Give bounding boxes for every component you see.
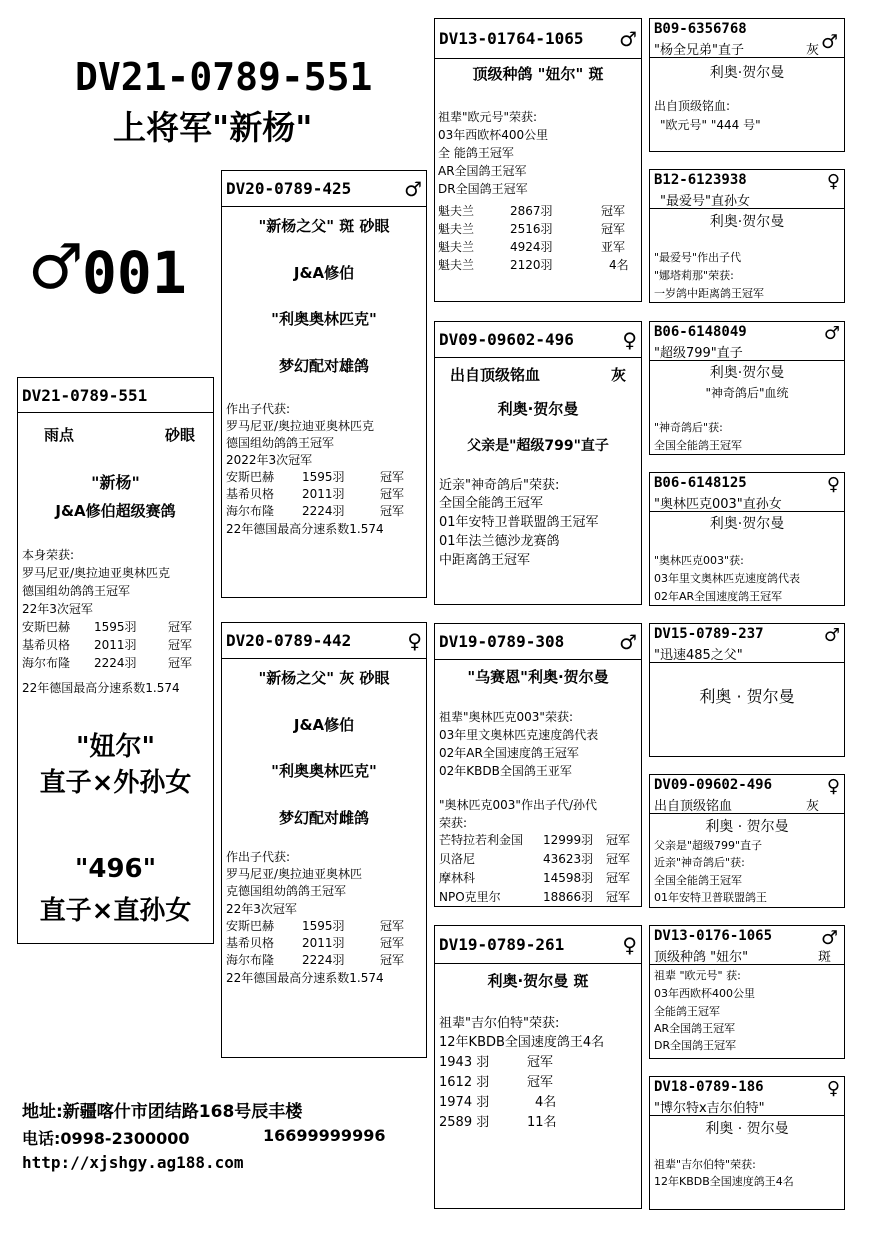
ggp-card-6 (649, 774, 845, 908)
main-bird-card (17, 377, 214, 944)
sire-offspring-title: 作出子代获: (226, 402, 291, 416)
g1-sub: "杨全兄弟"直子 (654, 43, 744, 58)
sd-honor: 全国全能鸽王冠军 (439, 496, 544, 511)
g6-l3: 全国全能鸽王冠军 (654, 874, 742, 887)
dd-win-result: 冠军 (527, 1055, 554, 1070)
dd-win-birds: 1974 羽 (439, 1095, 490, 1110)
sd-line1: 出自顶级铭血 (450, 366, 541, 384)
g5-strain: 利奥 · 贺尔曼 (699, 687, 795, 706)
g4-sub: "奥林匹克003"直孙女 (654, 497, 782, 512)
dd-title: 利奥·贺尔曼 斑 (487, 972, 589, 990)
sire-win-birds: 2011羽 (302, 487, 345, 501)
g8-divider (650, 1115, 844, 1116)
g1-l2: "欧元号" "444 号" (660, 118, 761, 132)
g7-color: 斑 (818, 950, 832, 965)
ss-win-place: 魁夫兰 (438, 258, 475, 272)
ds-win-result: 冠军 (606, 852, 631, 866)
dd-ring: DV19-0789-261 ♀ (435, 926, 641, 964)
female-icon: ♀ (407, 629, 422, 653)
dd-line: 12年KBDB全国速度鸽王4名 (439, 1035, 605, 1050)
sire-ring: DV20-0789-425 ♂ (222, 171, 426, 207)
dam-win-place: 安斯巴赫 (226, 919, 275, 933)
dam-offspring-title: 作出子代获: (226, 850, 291, 864)
ggp-card-2 (649, 169, 845, 303)
sire-win-place: 安斯巴赫 (226, 470, 275, 484)
g6-l4: 01年安特卫普联盟鸽王 (654, 891, 767, 904)
ds-ancestor: 祖辈"奥林匹克003"荣获: (439, 710, 573, 724)
main-win-birds: 1595羽 (94, 620, 137, 634)
sire-win-result: 冠军 (380, 504, 405, 518)
ss-win-place: 魁夫兰 (438, 240, 475, 254)
main-win-place: 海尔布隆 (22, 656, 71, 670)
dam-offspring: 克德国组幼鸽鸽王冠军 (226, 884, 347, 898)
g4-l2: 03年里文奥林匹克速度鸽代表 (654, 572, 800, 585)
ds-win-place: 贝洛尼 (439, 852, 476, 866)
g6-ring: DV09-09602-496 ♀ (654, 776, 840, 797)
g5-ring: DV15-0789-237 ♂ (654, 625, 840, 646)
g6-divider (650, 813, 844, 814)
ds-win-birds: 14598羽 (543, 871, 594, 885)
dd-win-birds: 2589 羽 (439, 1115, 490, 1130)
dam-name-line: "新杨之父" 灰 砂眼 (258, 669, 390, 687)
sire-desc: 梦幻配对雄鸽 (278, 357, 369, 375)
sd-honor: 01年安特卫普联盟鸽王冠军 (439, 515, 599, 530)
g7-l4: AR全国鸽王冠军 (654, 1022, 736, 1035)
ds-win-birds: 18866羽 (543, 890, 594, 904)
g4-l3: 02年AR全国速度鸽王冠军 (654, 590, 783, 603)
dam-breeder: J&A修伯 (293, 716, 355, 734)
dam-win-result: 冠军 (380, 936, 405, 950)
g6-l1: 父亲是"超级799"直子 (654, 839, 763, 852)
ss-win-result: 冠军 (601, 204, 626, 218)
g7-l5: DR全国鸽王冠军 (654, 1039, 737, 1052)
sire-offspring: 2022年3次冠军 (226, 453, 313, 467)
dam-win-result: 冠军 (380, 953, 405, 967)
g5-sub: "迅速485之父" (654, 648, 743, 663)
main-win-place: 安斯巴赫 (22, 620, 71, 634)
sire-win-birds: 1595羽 (302, 470, 345, 484)
male-icon: ♂ (619, 630, 637, 654)
g1-strain: 利奥·贺尔曼 (709, 65, 785, 81)
ggp-card-5 (649, 623, 845, 757)
g2-l1: "最爱号"作出子代 (654, 251, 742, 264)
female-icon: ♀ (622, 933, 637, 957)
g1-divider (650, 57, 844, 58)
ggp-card-8 (649, 1076, 845, 1210)
female-icon: ♀ (826, 171, 840, 192)
dam-line: "利奥奥林匹克" (271, 762, 377, 780)
g7-ring: DV13-0176-1065 (654, 928, 773, 944)
female-icon: ♀ (826, 776, 840, 797)
header-name: 上将军"新杨" (113, 108, 313, 147)
g2-l3: 一岁鸽中距离鸽王冠军 (654, 287, 764, 300)
ss-win-birds: 2120羽 (510, 258, 553, 272)
ss-win-result: 冠军 (601, 222, 626, 236)
dd-ancestor: 祖辈"吉尔伯特"荣获: (439, 1016, 560, 1031)
main-eye: 砂眼 (165, 426, 196, 444)
g3-ring: B06-6148049 ♂ (654, 323, 840, 344)
main-win-result: 冠军 (168, 638, 193, 652)
g2-strain: 利奥·贺尔曼 (709, 214, 785, 230)
main-ring: DV21-0789-551 (18, 378, 213, 413)
sire-sire-card (434, 18, 642, 302)
main-win-birds: 2011羽 (94, 638, 137, 652)
ds-offspring-title: "奥林匹克003"作出子代/孙代 (439, 798, 597, 812)
sire-win-place: 海尔布隆 (226, 504, 275, 518)
ds-offspring-sub: 荣获: (439, 816, 468, 830)
ds-title: "乌赛恩"利奥·贺尔曼 (467, 668, 609, 686)
dam-win-birds: 2011羽 (302, 936, 345, 950)
dd-win-birds: 1943 羽 (439, 1055, 490, 1070)
g2-ring: B12-6123938 ♀ (654, 171, 840, 192)
female-icon: ♀ (622, 328, 637, 352)
sd-honor: 01年法兰德沙龙赛鸽 (439, 534, 560, 549)
ds-win-place: 芒特拉若利金国 (439, 833, 524, 847)
ss-win-birds: 4924羽 (510, 240, 553, 254)
sire-breeder: J&A修伯 (293, 264, 355, 282)
ggp-card-7 (649, 925, 845, 1059)
g4-divider (650, 511, 844, 512)
g2-l2: "娜塔莉那"荣获: (654, 269, 734, 282)
sire-win-birds: 2224羽 (302, 504, 345, 518)
ss-win-birds: 2516羽 (510, 222, 553, 236)
g6-strain: 利奥 · 贺尔曼 (705, 819, 789, 835)
g1-ring: B09-6356768 (654, 21, 747, 37)
main-color: 雨点 (44, 426, 75, 444)
dam-win-result: 冠军 (380, 919, 405, 933)
cross1-name: "妞尔" (75, 732, 156, 762)
main-honors-title: 本身荣获: (22, 548, 75, 562)
ds-line: 03年里文奥林匹克速度鸽代表 (439, 728, 599, 742)
ds-line: 02年AR全国速度鸽王冠军 (439, 746, 579, 760)
sire-line: "利奥奥林匹克" (271, 310, 377, 328)
g6-sub: 出自顶级铭血 (654, 799, 733, 814)
dam-ring: DV20-0789-442 ♀ (222, 623, 426, 659)
dam-offspring: 罗马尼亚/奥拉迪亚奥林匹 (226, 867, 363, 881)
main-coeff: 22年德国最高分速系数1.574 (22, 681, 180, 695)
sire-coeff: 22年德国最高分速系数1.574 (226, 522, 384, 536)
main-subtitle: J&A修伯超级赛鸽 (55, 502, 176, 520)
ss-line: 全 能鸽王冠军 (438, 146, 514, 160)
g4-strain: 利奥·贺尔曼 (709, 516, 785, 532)
g8-l1: 祖辈"吉尔伯特"荣获: (654, 1158, 756, 1171)
g2-sub: "最爱号"直孙女 (660, 194, 750, 209)
sire-win-result: 冠军 (380, 487, 405, 501)
ds-ring: DV19-0789-308 ♂ (435, 624, 641, 660)
g3-divider (650, 360, 844, 361)
ds-win-result: 冠军 (606, 871, 631, 885)
phone: 电话:0998-2300000 (22, 1129, 190, 1148)
dam-offspring: 22年3次冠军 (226, 902, 297, 916)
male-symbol-icon: ♂ (28, 230, 84, 303)
male-icon: ♂ (821, 927, 839, 949)
pigeon-number: 001 (82, 239, 187, 307)
sire-offspring: 罗马尼亚/奥拉迪亚奥林匹克 (226, 419, 375, 433)
cross2-relation: 直子×直孙女 (39, 896, 192, 926)
dam-coeff: 22年德国最高分速系数1.574 (226, 971, 384, 985)
g2-divider (650, 208, 844, 209)
ggp-card-1 (649, 18, 845, 152)
g8-ring: DV18-0789-186 ♀ (654, 1078, 840, 1099)
dd-win-result: 4名 (535, 1095, 557, 1110)
sd-honors-title: 近亲"神奇鸽后"荣获: (439, 478, 560, 493)
ss-line: 03年西欧杯400公里 (438, 128, 549, 142)
sire-win-place: 基希贝格 (226, 487, 275, 501)
female-icon: ♀ (826, 1078, 840, 1099)
female-icon: ♀ (826, 474, 840, 495)
g7-divider (650, 964, 844, 965)
ss-win-place: 魁夫兰 (438, 222, 475, 236)
sd-line2: 利奥·贺尔曼 (497, 400, 579, 418)
male-icon: ♂ (821, 31, 839, 53)
ds-win-birds: 43623羽 (543, 852, 594, 866)
g1-l1: 出自顶级铭血: (654, 99, 731, 113)
g4-ring: B06-6148125 ♀ (654, 474, 840, 495)
header-ring: DV21-0789-551 (75, 55, 373, 99)
g3-l3: 全国全能鸽王冠军 (654, 439, 742, 452)
ds-line: 02年KBDB全国鸽王亚军 (439, 764, 572, 778)
ss-line: DR全国鸽王冠军 (438, 182, 528, 196)
dam-desc: 梦幻配对雌鸽 (278, 809, 369, 827)
sire-win-result: 冠军 (380, 470, 405, 484)
dam-win-birds: 1595羽 (302, 919, 345, 933)
dam-card (221, 622, 427, 1058)
male-icon: ♂ (404, 177, 422, 201)
male-icon: ♂ (619, 27, 637, 51)
ss-win-birds: 2867羽 (510, 204, 553, 218)
dam-win-birds: 2224羽 (302, 953, 345, 967)
g3-l2: "神奇鸽后"获: (654, 421, 723, 434)
ds-win-place: 摩林科 (439, 871, 476, 885)
sire-offspring: 德国组幼鸽鸽王冠军 (226, 436, 335, 450)
dd-win-result: 11名 (527, 1115, 557, 1130)
g6-l2: 近亲"神奇鸽后"获: (654, 856, 745, 869)
ds-win-place: NPO克里尔 (439, 890, 501, 904)
ss-win-place: 魁夫兰 (438, 204, 475, 218)
dam-win-place: 基希贝格 (226, 936, 275, 950)
dd-win-birds: 1612 羽 (439, 1075, 490, 1090)
g4-l1: "奥林匹克003"获: (654, 554, 744, 567)
ds-win-birds: 12999羽 (543, 833, 594, 847)
sd-honor: 中距离鸽王冠军 (439, 553, 531, 568)
ds-win-result: 冠军 (606, 833, 631, 847)
male-icon: ♂ (823, 625, 840, 646)
ss-title: 顶级种鸽 "妞尔" 斑 (472, 65, 604, 83)
main-name: "新杨" (91, 473, 140, 492)
main-win-result: 冠军 (168, 620, 193, 634)
g3-strain: 利奥·贺尔曼 (709, 365, 785, 381)
g7-l1: 祖辈 "欧元号" 获: (654, 969, 741, 982)
g3-l1: "神奇鸽后"血统 (705, 386, 789, 400)
dam-sire-card (434, 623, 642, 907)
cross1-relation: 直子×外孙女 (39, 768, 192, 798)
g7-sub: 顶级种鸽 "妞尔" (654, 950, 749, 965)
website-link[interactable]: http://xjshgy.ag188.com (22, 1153, 244, 1172)
ggp-card-3 (649, 321, 845, 455)
dam-win-place: 海尔布隆 (226, 953, 275, 967)
sire-dam-card (434, 321, 642, 605)
main-honor: 德国组幼鸽鸽王冠军 (22, 584, 131, 598)
ss-ancestor: 祖辈"欧元号"荣获: (438, 110, 538, 124)
main-honor: 22年3次冠军 (22, 602, 93, 616)
mobile: 16699999996 (263, 1126, 386, 1145)
g6-color: 灰 (806, 799, 820, 814)
g3-sub: "超级799"直子 (654, 346, 743, 361)
ds-win-result: 冠军 (606, 890, 631, 904)
g8-strain: 利奥 · 贺尔曼 (705, 1121, 789, 1137)
ss-line: AR全国鸽王冠军 (438, 164, 527, 178)
sire-card (221, 170, 427, 598)
male-icon: ♂ (823, 323, 840, 344)
main-honor: 罗马尼亚/奥拉迪亚奥林匹克 (22, 566, 171, 580)
g7-l2: 03年西欧杯400公里 (654, 987, 755, 1000)
dd-win-result: 冠军 (527, 1075, 554, 1090)
ss-win-result: 4名 (609, 258, 629, 272)
ss-win-result: 亚军 (601, 240, 626, 254)
g1-color: 灰 (806, 43, 820, 58)
cross2-name: "496" (74, 854, 157, 884)
g7-l3: 全能鸽王冠军 (654, 1005, 720, 1018)
main-win-birds: 2224羽 (94, 656, 137, 670)
g8-sub: "博尔特x吉尔伯特" (654, 1101, 765, 1116)
sd-ring: DV09-09602-496 ♀ (435, 322, 641, 358)
main-win-place: 基希贝格 (22, 638, 71, 652)
address: 地址:新疆喀什市团结路168号辰丰楼 (22, 1102, 303, 1122)
ss-ring: DV13-01764-1065 ♂ (435, 19, 641, 59)
ggp-card-4 (649, 472, 845, 606)
g5-divider (650, 662, 844, 663)
sd-color: 灰 (611, 366, 627, 384)
main-win-result: 冠军 (168, 656, 193, 670)
sire-name-line: "新杨之父" 斑 砂眼 (258, 217, 390, 235)
g8-l2: 12年KBDB全国速度鸽王4名 (654, 1175, 794, 1188)
dam-dam-card (434, 925, 642, 1209)
sd-line3: 父亲是"超级799"直子 (467, 438, 609, 454)
